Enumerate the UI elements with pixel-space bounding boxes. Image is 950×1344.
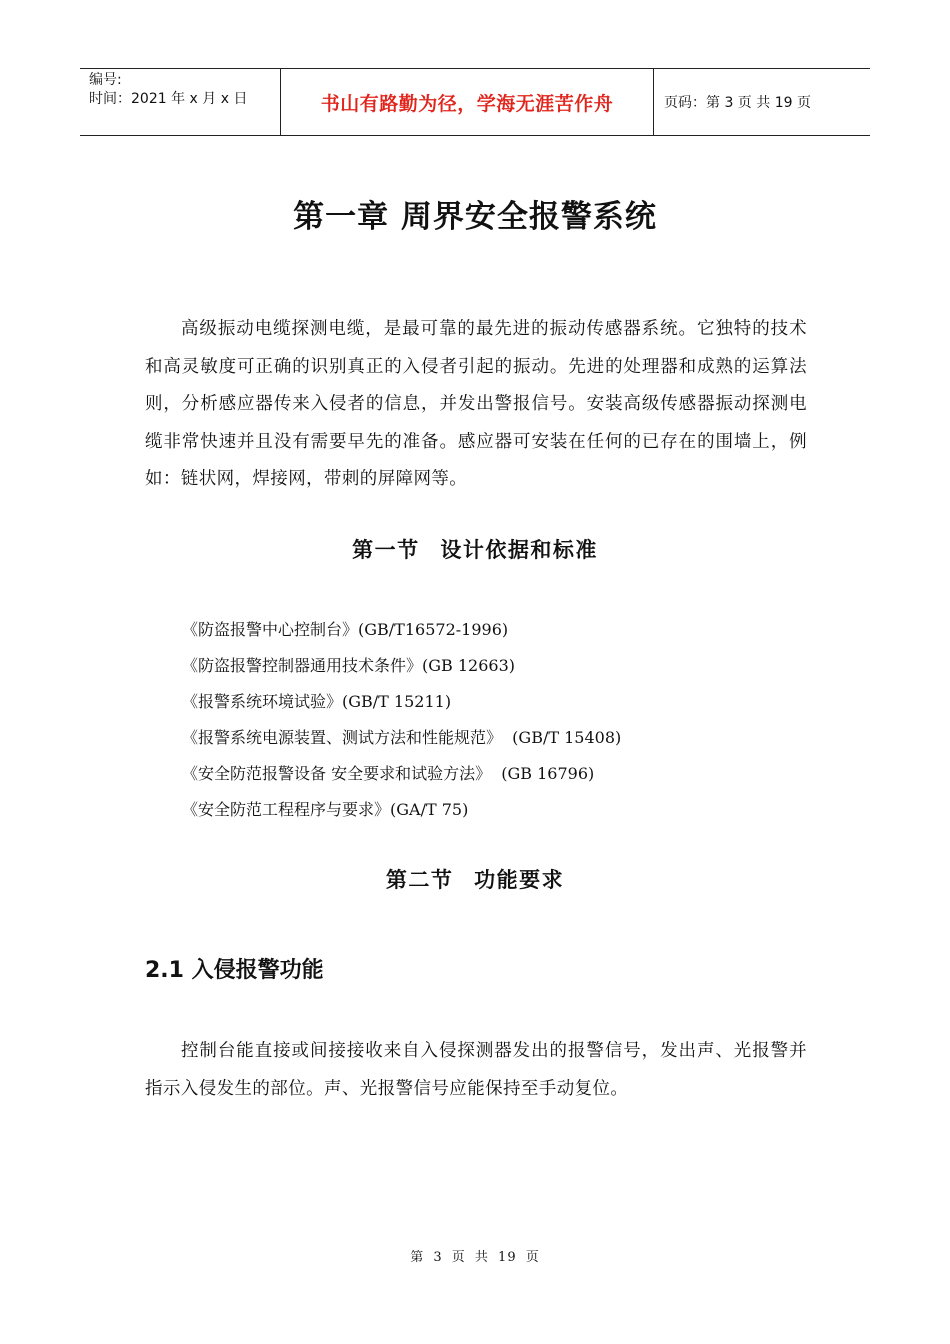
subsection-title: 2.1 入侵报警功能 <box>145 958 324 983</box>
chapter-title: 第一章 周界安全报警系统 <box>293 199 657 235</box>
page-header <box>80 68 870 136</box>
standard-item: 《报警系统环境试验》(GB/T 15211) <box>182 692 452 711</box>
document-number-label: 编号: <box>89 72 122 88</box>
section-1-title: 第一节 设计依据和标准 <box>352 537 598 562</box>
standard-item: 《防盗报警控制器通用技术条件》(GB 12663) <box>182 656 516 675</box>
standards-list <box>182 612 621 828</box>
page-footer: 第 3 页 共 19 页 <box>410 1250 540 1265</box>
header-page-info: 页码：第 3 页 共 19 页 <box>664 95 811 111</box>
document-time-label: 时间：2021 年 x 月 x 日 <box>89 91 248 107</box>
section-2-title: 第二节 功能要求 <box>385 867 565 892</box>
standard-item: 《防盗报警中心控制台》(GB/T16572-1996) <box>182 620 509 639</box>
header-meta <box>80 69 281 135</box>
standard-item: 《报警系统电源装置、测试方法和性能规范》 (GB/T 15408) <box>182 728 622 747</box>
standard-item: 《安全防范工程程序与要求》(GA/T 75) <box>182 800 469 819</box>
intro-paragraph: 高级振动电缆探测电缆，是最可靠的最先进的振动传感器系统。它独特的技术和高灵敏度可正确的识别真正的入侵者引起的振动。先进的处理器和成熟的运算法则，分析感应器传来入侵者的信息，并发出警报信号。安装高级传感器振动探测电缆非常快速并且没有需要早先的准备。感应器可安装在任何的已存在的围墙上，例如：链状网，焊接网，带刺的屏障网等。 <box>145 319 807 489</box>
function-paragraph: 控制台能直接或间接接收来自入侵探测器发出的报警信号，发出声、光报警并指示入侵发生的部位。声、光报警信号应能保持至手动复位。 <box>145 1041 807 1099</box>
header-motto: 书山有路勤为径，学海无涯苦作舟 <box>281 69 654 135</box>
standard-item: 《安全防范报警设备 安全要求和试验方法》 (GB 16796) <box>182 764 595 783</box>
